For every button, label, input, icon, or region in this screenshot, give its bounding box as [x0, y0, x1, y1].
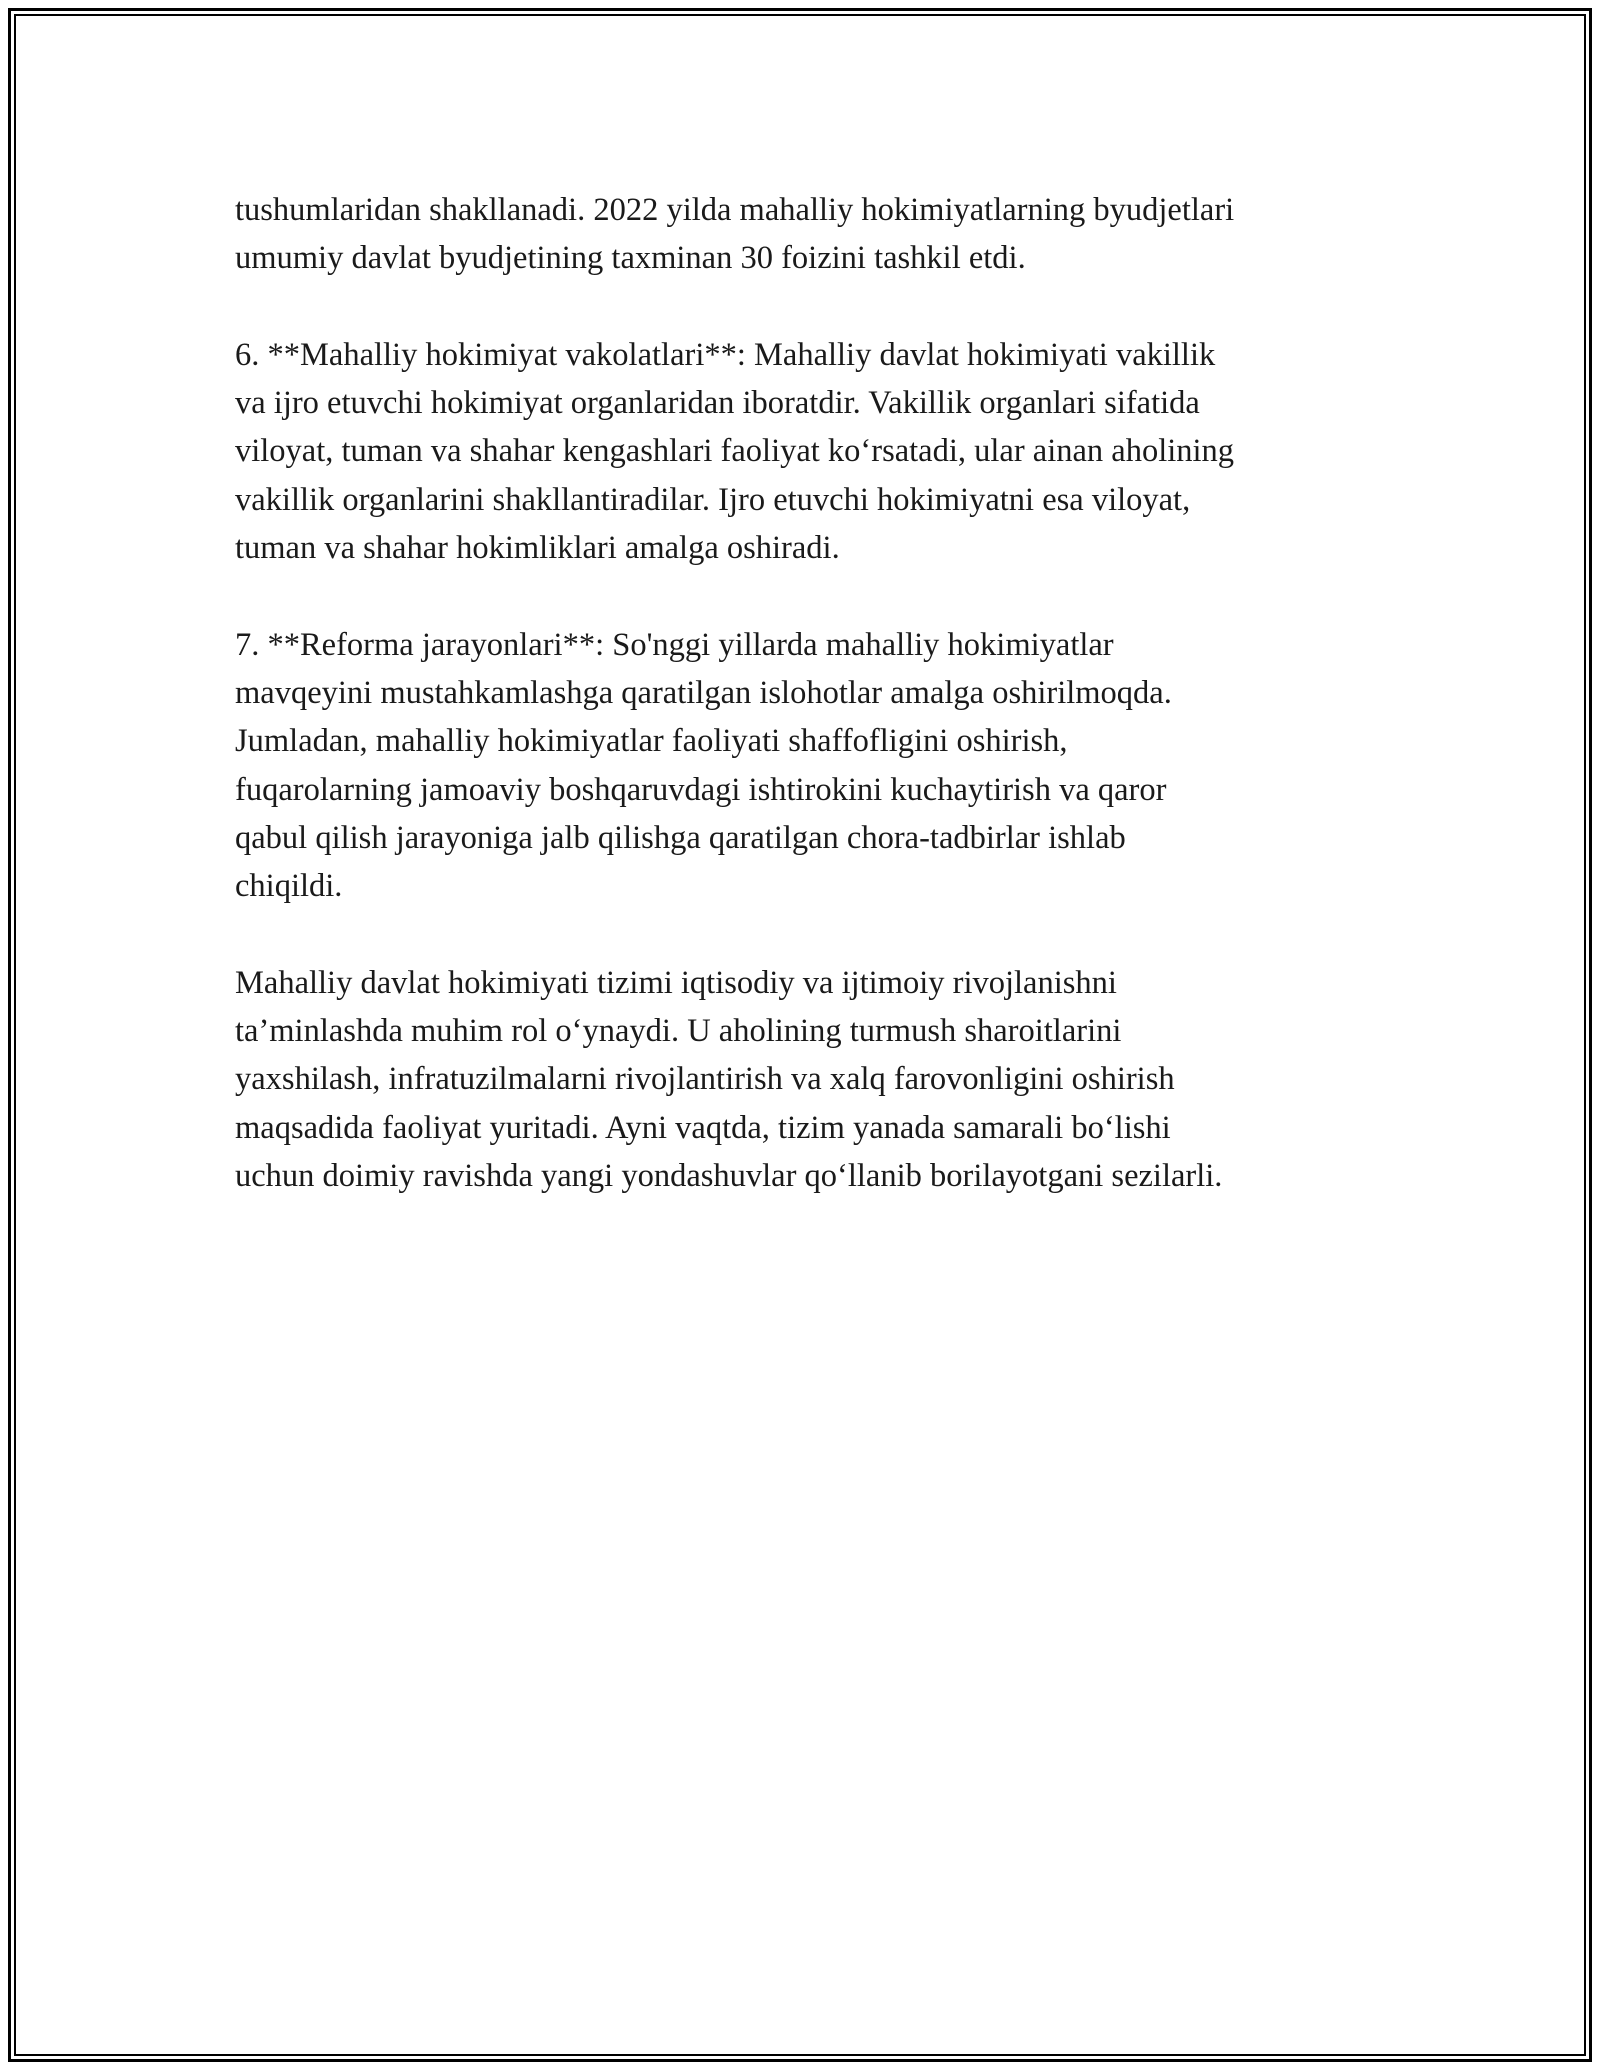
text-line: Mahalliy davlat hokimiyati tizimi iqtisodiy va ijtimoiy rivojlanishni: [235, 964, 1117, 1001]
text-line: maqsadida faoliyat yuritadi. Ayni vaqtda, tizim yanada samarali bo‘lishi: [235, 1109, 1171, 1146]
text-line: 7. **Reforma jarayonlari**: So'nggi yillarda mahalliy hokimiyatlar: [235, 626, 1114, 663]
text-line: fuqarolarning jamoaviy boshqaruvdagi ishtirokini kuchaytirish va qaror: [235, 771, 1167, 808]
text-line: Jumladan, mahalliy hokimiyatlar faoliyati shaffofligini oshirish,: [235, 723, 1068, 760]
document-body: [235, 186, 1365, 1249]
text-line: mavqeyini mustahkamlashga qaratilgan islohotlar amalga oshirilmoqda.: [235, 674, 1172, 711]
paragraph-powers: [235, 331, 1365, 572]
paragraph-conclusion: [235, 959, 1365, 1200]
text-line: viloyat, tuman va shahar kengashlari faoliyat ko‘rsatadi, ular ainan aholining: [235, 433, 1235, 470]
text-line: 6. **Mahalliy hokimiyat vakolatlari**: Mahalliy davlat hokimiyati vakillik: [235, 336, 1216, 373]
text-line: umumiy davlat byudjetining taxminan 30 foizini tashkil etdi.: [235, 240, 1026, 277]
text-line: tushumlaridan shakllanadi. 2022 yilda mahalliy hokimiyatlarning byudjetlari: [235, 192, 1235, 228]
text-line: ta’minlashda muhim rol o‘ynaydi. U aholining turmush sharoitlarini: [235, 1013, 1122, 1050]
text-line: chiqildi.: [235, 868, 343, 905]
text-line: va ijro etuvchi hokimiyat organlaridan iboratdir. Vakillik organlari sifatida: [235, 385, 1200, 422]
paragraph-reforms: [235, 621, 1365, 911]
text-line: uchun doimiy ravishda yangi yondashuvlar qo‘llanib borilayotgani sezilarli.: [235, 1157, 1223, 1194]
text-line: tuman va shahar hokimliklari amalga oshiradi.: [235, 530, 840, 567]
text-line: qabul qilish jarayoniga jalb qilishga qaratilgan chora-tadbirlar ishlab: [235, 819, 1126, 856]
text-line: vakillik organlarini shakllantiradilar. Ijro etuvchi hokimiyatni esa viloyat,: [235, 481, 1191, 518]
text-line: yaxshilash, infratuzilmalarni rivojlantirish va xalq farovonligini oshirish: [235, 1061, 1175, 1098]
paragraph-budget: [235, 186, 1365, 283]
